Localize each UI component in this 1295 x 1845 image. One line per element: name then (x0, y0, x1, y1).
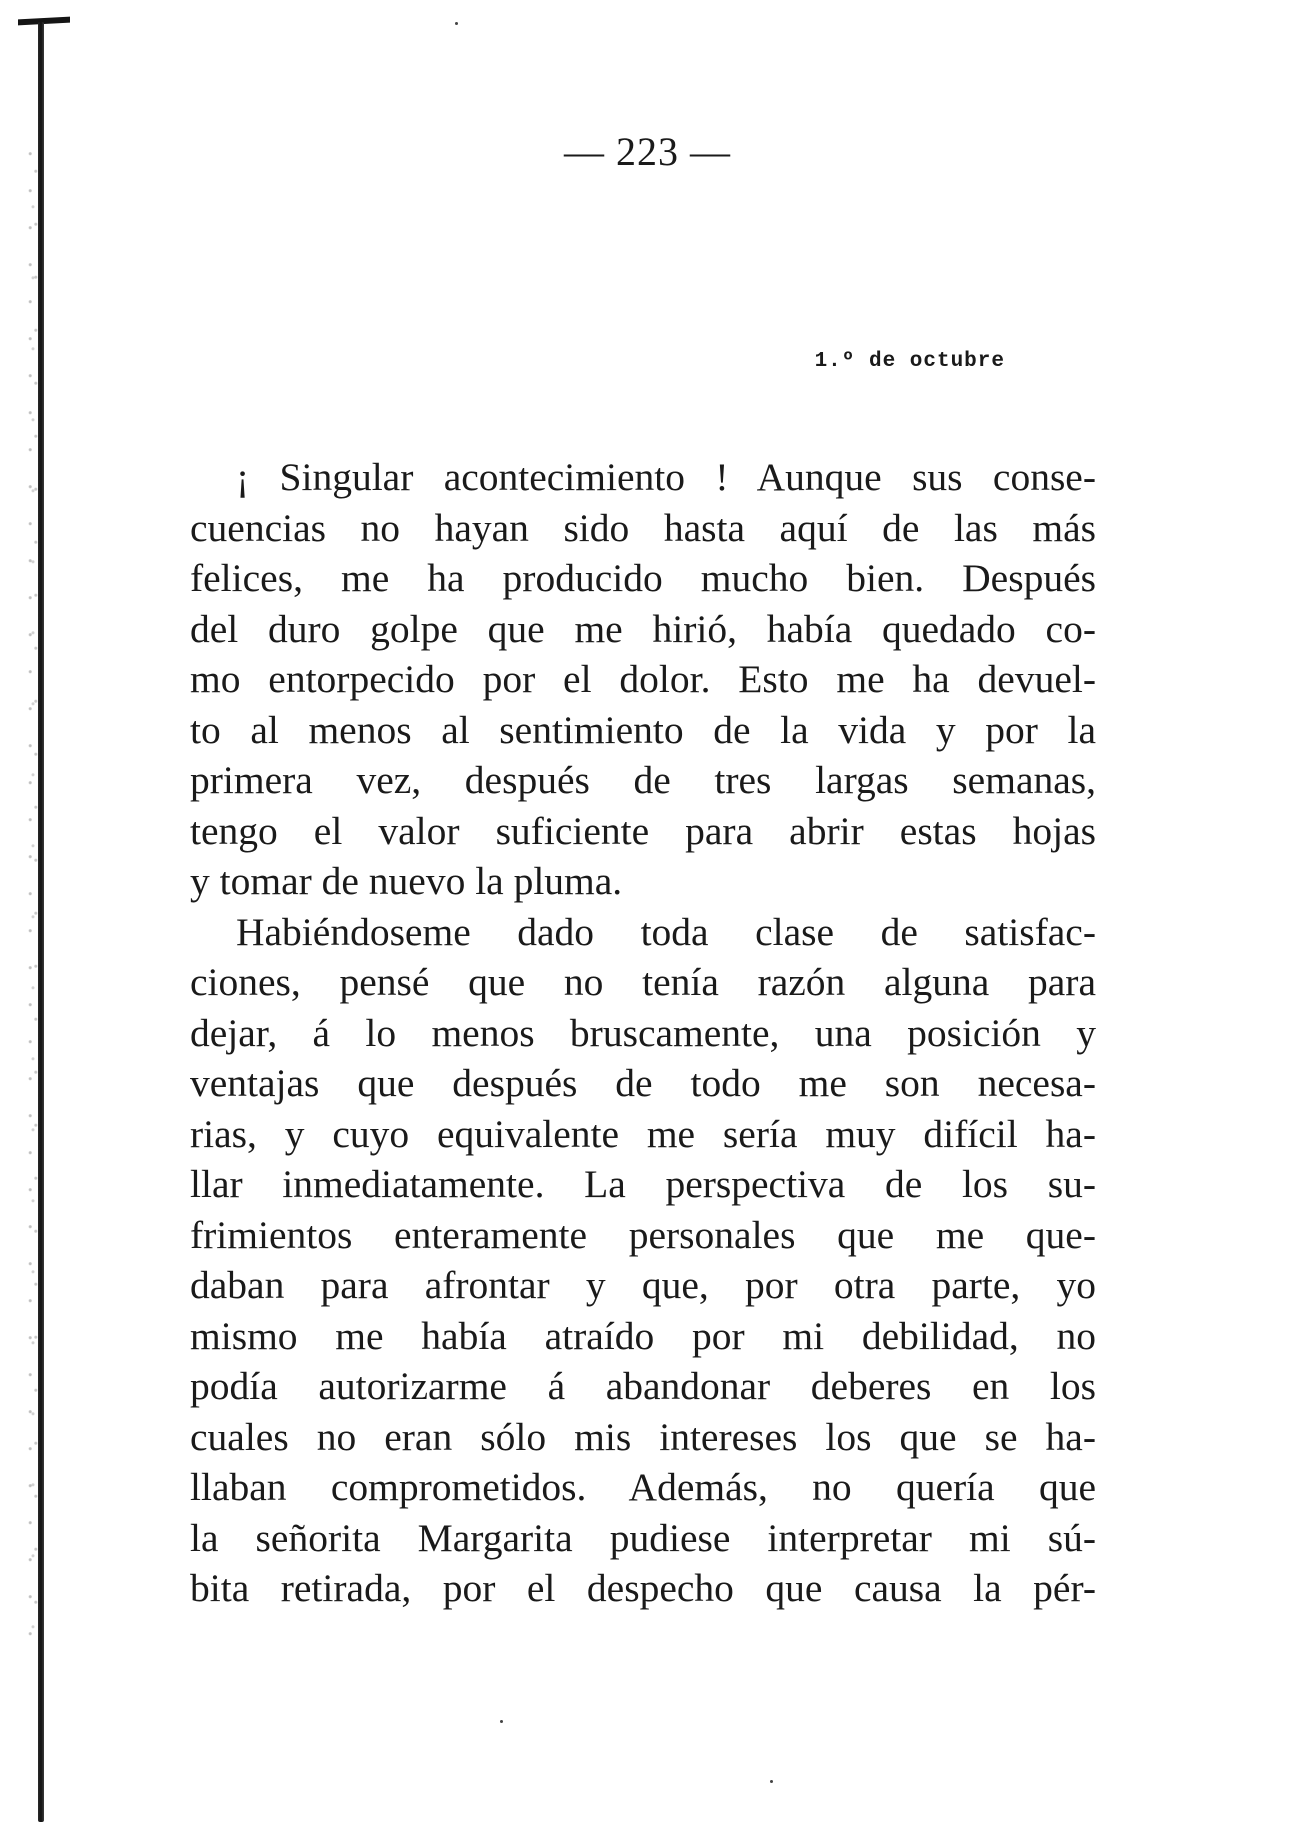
text-line: ventajas que después de todo me son necesa- (190, 1061, 1096, 1105)
page-number: — 223 — (564, 129, 731, 174)
text-line: del duro golpe que me hirió, había quedado co- (190, 606, 1096, 651)
paragraph-1 (190, 452, 1096, 907)
text-line: primera vez, después de tres largas semanas, (190, 758, 1096, 802)
scan-speck (770, 1780, 773, 1783)
text-line: daban para afrontar y que, por otra parte, yo (190, 1263, 1096, 1307)
scan-speckle (26, 150, 40, 1650)
text-line: la señorita Margarita pudiese interpretar mi sú- (190, 1515, 1096, 1560)
scan-speck (455, 22, 458, 25)
text-line: mo entorpecido por el dolor. Esto me ha devuel- (190, 657, 1096, 701)
dateline: 1.º de octubre (814, 350, 1005, 373)
text-line: llaban comprometidos. Además, no quería que (190, 1465, 1096, 1509)
text-line: bita retirada, por el despecho que causa la pér- (190, 1566, 1096, 1610)
text-line: ciones, pensé que no tenía razón alguna para (190, 960, 1096, 1004)
text-line: dejar, á lo menos bruscamente, una posición y (190, 1010, 1096, 1055)
text-line: tengo el valor suficiente para abrir estas hojas (190, 808, 1096, 853)
text-line: mismo me había atraído por mi debilidad, no (190, 1313, 1096, 1358)
text-line: frimientos enteramente personales que me que- (190, 1212, 1096, 1257)
text-line: felices, me ha producido mucho bien. Después (190, 556, 1096, 600)
text-line: to al menos al sentimiento de la vida y por la (190, 707, 1096, 752)
text-line: y tomar de nuevo la pluma. (190, 859, 623, 903)
scan-speck (500, 1720, 503, 1723)
text-line: llar inmediatamente. La perspectiva de los su- (190, 1162, 1096, 1206)
text-line: ¡ Singular acontecimiento ! Aunque sus conse- (236, 455, 1096, 499)
text-line: rias, y cuyo equivalente me sería muy difícil ha- (190, 1111, 1096, 1156)
text-line: cuencias no hayan sido hasta aquí de las más (190, 505, 1096, 550)
binding-cap-mark (18, 17, 70, 26)
text-line: Habiéndoseme dado toda clase de satisfac- (236, 909, 1096, 954)
text-line: podía autorizarme á abandonar deberes en los (190, 1364, 1096, 1408)
text-line: cuales no eran sólo mis intereses los que se ha- (190, 1414, 1096, 1459)
body-text (190, 452, 1096, 1614)
paragraph-2 (190, 907, 1096, 1614)
